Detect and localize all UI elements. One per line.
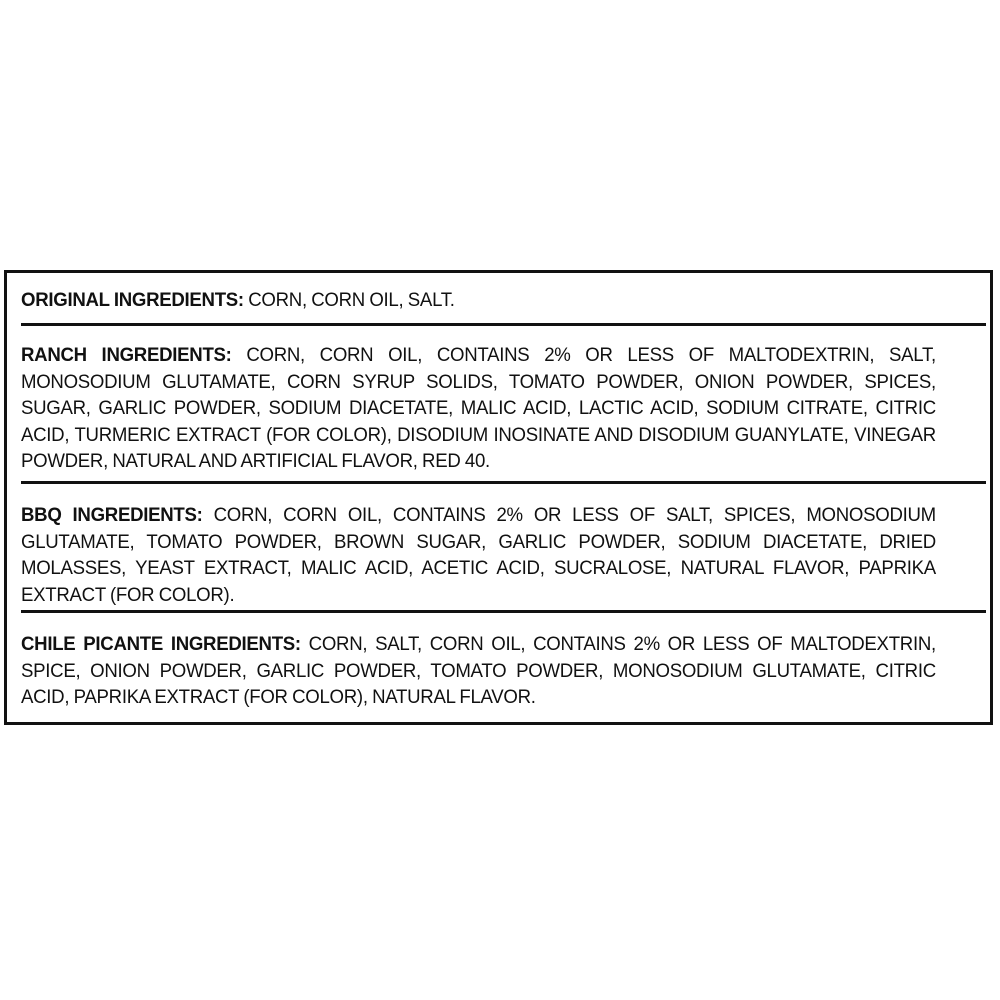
original-ingredients-section	[21, 287, 936, 314]
bbq-ingredients-section	[21, 502, 936, 608]
chile-picante-ingredients-text: CORN, SALT, CORN OIL, CONTAINS 2% OR LESS OF MALTODEXTRIN, SPICE, ONION POWDER, GARLIC POWDER, TOMATO POWDER, MONOSODIUM GLUTAMATE, CITRIC ACID, PAPRIKA EXTRACT (FOR COLOR), NATURAL FLAVOR.	[21, 633, 936, 708]
ranch-ingredients-section	[21, 342, 936, 475]
chile-picante-ingredients-section	[21, 631, 936, 711]
ingredients-panel	[4, 270, 993, 725]
ranch-ingredients-heading: RANCH INGREDIENTS:	[21, 344, 232, 366]
ranch-ingredients-text: CORN, CORN OIL, CONTAINS 2% OR LESS OF MALTODEXTRIN, SALT, MONOSODIUM GLUTAMATE, CORN SYRUP SOLIDS, TOMATO POWDER, ONION POWDER, SPICES, SUGAR, GARLIC POWDER, SODIUM DIACETATE, MALIC ACID, LACTIC ACID, SODIUM CITRATE, CITRIC ACID, TURMERIC EXTRACT (FOR COLOR), DISODIUM INOSINATE AND DISODIUM GUANYLATE, VINEGAR POWDER, NATURAL AND ARTIFICIAL FLAVOR, RED 40.	[21, 344, 936, 472]
original-ingredients-text: CORN, CORN OIL, SALT.	[243, 289, 455, 311]
original-ingredients-heading: ORIGINAL INGREDIENTS:	[21, 289, 244, 311]
section-divider	[21, 481, 986, 484]
bbq-ingredients-text: CORN, CORN OIL, CONTAINS 2% OR LESS OF SALT, SPICES, MONOSODIUM GLUTAMATE, TOMATO POWDER, BROWN SUGAR, GARLIC POWDER, SODIUM DIACETATE, DRIED MOLASSES, YEAST EXTRACT, MALIC ACID, ACETIC ACID, SUCRALOSE, NATURAL FLAVOR, PAPRIKA EXTRACT (FOR COLOR).	[21, 504, 936, 606]
chile-picante-ingredients-heading: CHILE PICANTE INGREDIENTS:	[21, 633, 301, 655]
section-divider	[21, 610, 986, 613]
section-divider	[21, 323, 986, 326]
bbq-ingredients-heading: BBQ INGREDIENTS:	[21, 504, 203, 526]
